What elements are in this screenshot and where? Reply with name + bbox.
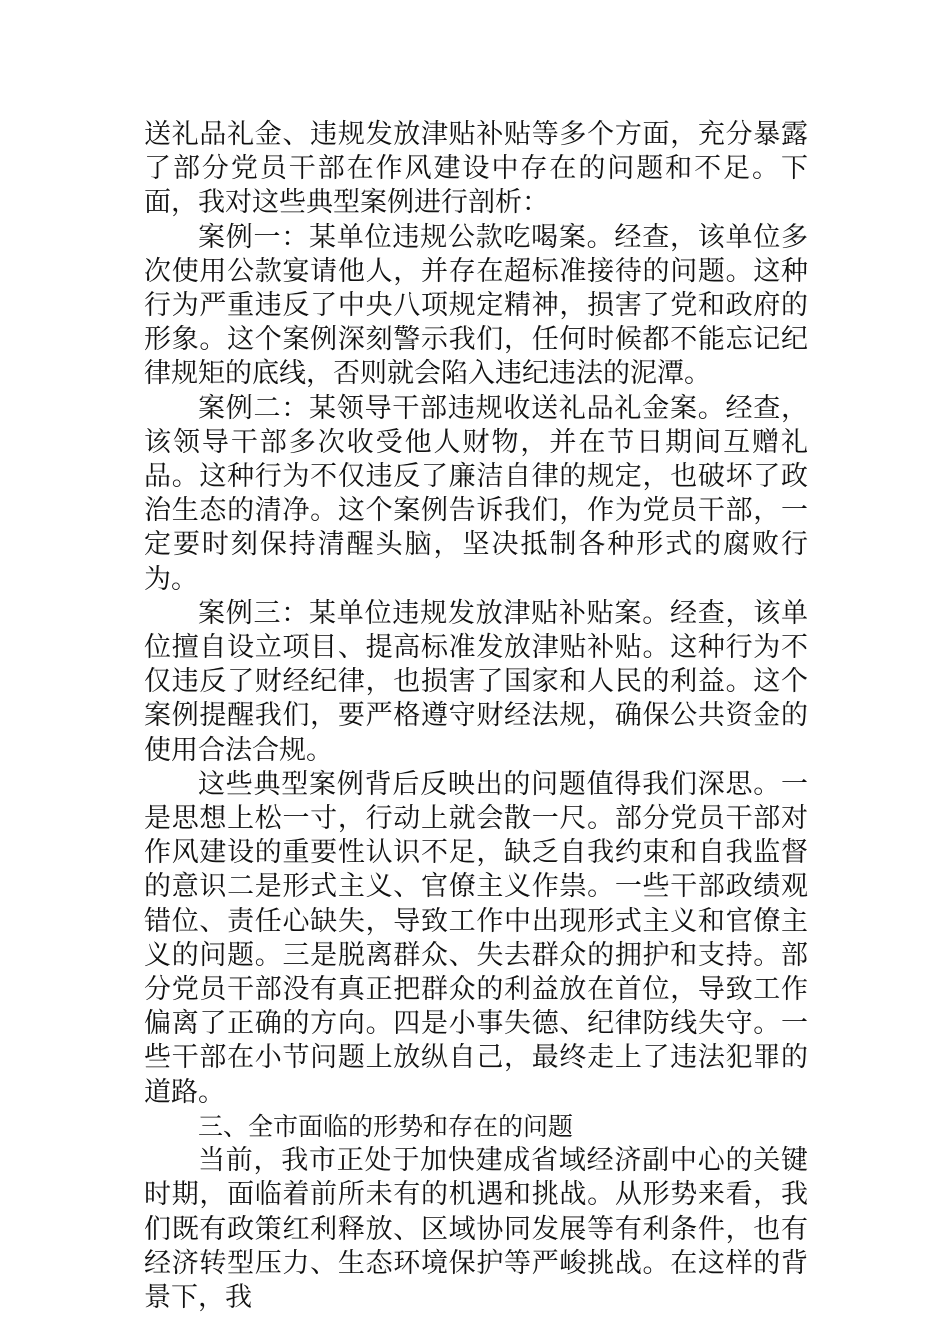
paragraph-situation: 当前，我市正处于加快建成省域经济副中心的关键时期，面临着前所未有的机遇和挑战。从形势来看，我们既有政策红利释放、区域协同发展等有利条件，也有经济转型压力、生态环境保护等严峻挑战。在这样的背景下，我 [144,1145,808,1313]
document-page [144,118,808,1315]
paragraph-case-three: 案例三：某单位违规发放津贴补贴案。经查，该单位擅自设立项目、提高标准发放津贴补贴。这种行为不仅违反了财经纪律，也损害了国家和人民的利益。这个案例提醒我们，要严格遵守财经法规，确保公共资金的使用合法合规。 [144,597,808,766]
paragraph-intro: 送礼品礼金、违规发放津贴补贴等多个方面，充分暴露了部分党员干部在作风建设中存在的问题和不足。下面，我对这些典型案例进行剖析： [144,119,808,219]
paragraph-case-one: 案例一：某单位违规公款吃喝案。经查，该单位多次使用公款宴请他人，并存在超标准接待的问题。这种行为严重违反了中央八项规定精神，损害了党和政府的形象。这个案例深刻警示我们，任何时候都不能忘记纪律规矩的底线，否则就会陷入违纪违法的泥潭。 [144,221,808,390]
section-heading: 三、全市面临的形势和存在的问题 [198,1111,574,1141]
paragraph-analysis: 这些典型案例背后反映出的问题值得我们深思。一是思想上松一寸，行动上就会散一尺。部分党员干部对作风建设的重要性认识不足，缺乏自我约束和自我监督的意识二是形式主义、官僚主义作祟。一些干部政绩观错位、责任心缺失，导致工作中出现形式主义和官僚主义的问题。三是脱离群众、失去群众的拥护和支持。部分党员干部没有真正把群众的利益放在首位，导致工作偏离了正确的方向。四是小事失德、纪律防线失守。一些干部在小节问题上放纵自己，最终走上了违法犯罪的道路。 [144,768,808,1108]
paragraph-case-two: 案例二：某领导干部违规收送礼品礼金案。经查，该领导干部多次收受他人财物，并在节日期间互赠礼品。这种行为不仅违反了廉洁自律的规定，也破坏了政治生态的清净。这个案例告诉我们，作为党员干部，一定要时刻保持清醒头脑，坚决抵制各种形式的腐败行为。 [144,392,808,595]
